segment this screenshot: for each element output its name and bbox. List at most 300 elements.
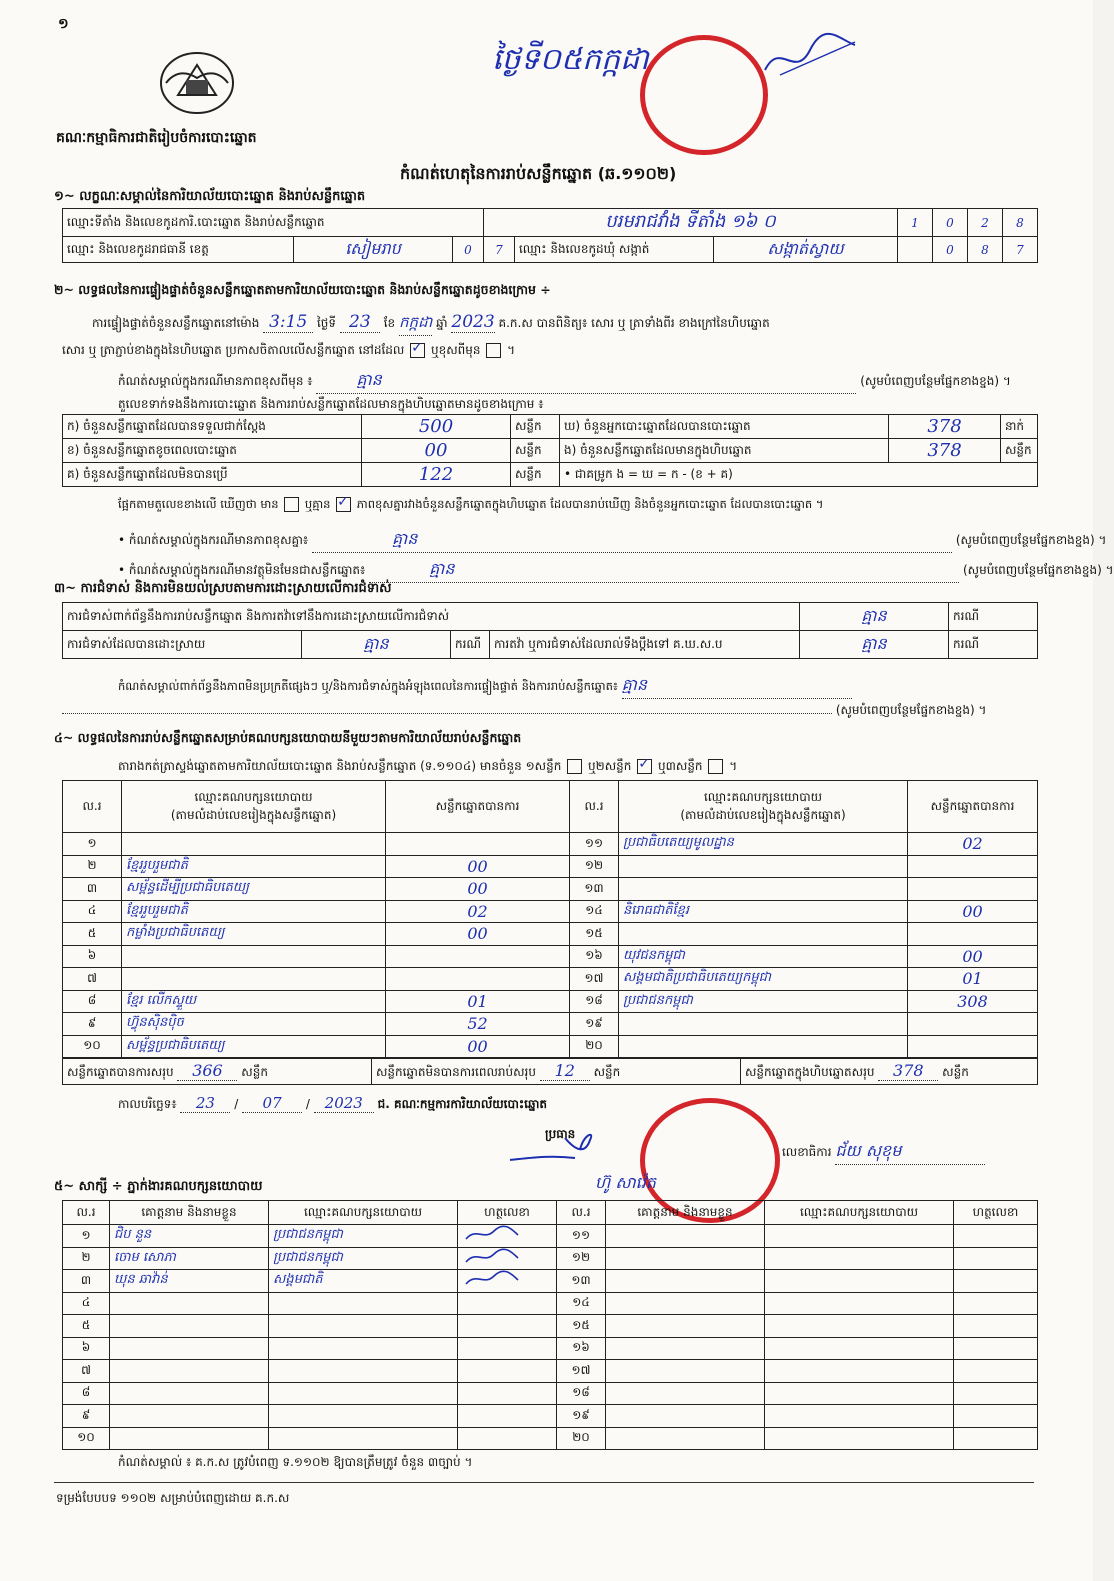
totals-table: [62, 1058, 1038, 1085]
witness-name: [110, 1292, 269, 1315]
col-votes: សន្លឹកឆ្នោតបានការ: [908, 781, 1038, 833]
witness-table: [62, 1200, 1038, 1450]
one-sheet-checkbox[interactable]: [567, 759, 582, 774]
witness-no: ១៤: [557, 1292, 606, 1315]
three-sheets-label: ឬ៣សន្លឹក: [658, 759, 703, 773]
difference-check-line: [118, 497, 823, 514]
result-party-name: ប្រជាធិបតេយ្យមូលដ្ឋាន: [619, 833, 908, 856]
result-row: [63, 833, 1038, 856]
commune-code-digit: 8: [968, 237, 1003, 263]
col-party: ឈ្មោះគណបក្សនយោបាយ: [765, 1201, 954, 1225]
result-party-name: [122, 968, 386, 991]
verification-day-label: ថ្ងៃទី: [317, 316, 337, 330]
result-row: [63, 855, 1038, 878]
result-no: ២: [63, 855, 122, 878]
col-no: ល.រ: [63, 1201, 110, 1225]
unit-label: សន្លឹក: [511, 463, 560, 487]
case-label: ករណី: [949, 603, 1038, 631]
witness-party: [765, 1337, 954, 1360]
foreign-object-note-label: • កំណត់សម្គាល់ក្នុងករណីមានវត្ថុមិនមែនជាសន្លឹកឆ្នោត៖: [118, 563, 366, 577]
result-no: ៦: [63, 945, 122, 968]
witness-party: [765, 1292, 954, 1315]
result-no: ១៥: [570, 923, 619, 946]
witness-signature-mark: [462, 1270, 522, 1288]
result-party-name: ហ៊្វុនស៊ិនប៉ិច: [122, 1013, 386, 1036]
verification-text: ការផ្ទៀងផ្ទាត់ចំនួនសន្លឹកឆ្នោតនៅម៉ោង: [92, 316, 260, 330]
witness-party: សង្គមជាតិ: [269, 1270, 458, 1293]
witness-signature: [954, 1247, 1038, 1270]
result-row: [63, 900, 1038, 923]
col-no: ល.រ: [557, 1201, 606, 1225]
location-code-digit: 2: [968, 209, 1003, 237]
witness-name: [110, 1360, 269, 1383]
location-code-digit: 8: [1003, 209, 1038, 237]
province-code-digit: 7: [484, 237, 515, 263]
total-valid-value: 366: [177, 1061, 237, 1081]
witness-row: [63, 1382, 1038, 1405]
footer-note: កំណត់សម្គាល់ ៖ គ.ក.ស ត្រូវបំពេញ ទ.១១០២ ឱ្យបានត្រឹមត្រូវ ចំនួន ៣ច្បាប់ ។: [118, 1455, 473, 1469]
result-votes: 00: [908, 900, 1038, 923]
total-valid-cell: [63, 1059, 372, 1085]
total-box-label: សន្លឹកឆ្នោតក្នុងហិបឆ្នោតសរុប: [745, 1065, 875, 1079]
result-no: ១២: [570, 855, 619, 878]
result-no: ៤: [63, 900, 122, 923]
witness-signature: [458, 1315, 557, 1338]
result-party-name: សម្ព័ន្ធដើម្បីប្រជាធិបតេយ្យ: [122, 878, 386, 901]
verification-line: [92, 312, 770, 336]
formula: • ជាគម្រូក ង = ឃ = ក - (ខ + គ): [560, 463, 1038, 487]
resolved-value: គ្មាន: [302, 631, 451, 659]
witness-signature-mark: [462, 1248, 522, 1266]
witness-row: [63, 1405, 1038, 1428]
result-row: [63, 968, 1038, 991]
commune-code-digit: [898, 237, 933, 263]
three-sheets-checkbox[interactable]: [708, 759, 723, 774]
result-votes: 01: [386, 990, 570, 1013]
witness-no: ៩: [63, 1405, 110, 1428]
witness-no: ៨: [63, 1382, 110, 1405]
unit-label: សន្លឹក: [942, 1065, 969, 1079]
witness-no: ១៧: [557, 1360, 606, 1383]
result-no: ១៨: [570, 990, 619, 1013]
result-no: ១: [63, 833, 122, 856]
result-party-name: សម្ព័ន្ធប្រជាធិបតេយ្យ: [122, 1035, 386, 1058]
witness-name: [606, 1360, 765, 1383]
col-party: [619, 781, 908, 833]
discrepancy-note-label: • កំណត់សម្គាល់ក្នុងករណីមានភាពខុសគ្នា៖: [118, 533, 309, 547]
result-no: ២០: [570, 1035, 619, 1058]
result-votes: 01: [908, 968, 1038, 991]
witness-signature: [954, 1427, 1038, 1450]
discrepancy-note-value: គ្មាន: [312, 528, 952, 553]
col-name: គោត្តនាម និងនាមខ្លួន: [606, 1201, 765, 1225]
result-no: ១០: [63, 1035, 122, 1058]
result-votes: [386, 968, 570, 991]
commune-label: ឈ្មោះ និងលេខកូដឃុំ សង្កាត់: [515, 237, 714, 263]
witness-party: [765, 1270, 954, 1293]
unit-person-label: នាក់: [1001, 415, 1038, 439]
witness-name: ឃុន ឆាវ៉ាន់: [110, 1270, 269, 1293]
location-code-digit: 1: [898, 209, 933, 237]
date-label: កាលបរិច្ឆេទ៖: [118, 1097, 177, 1111]
witness-no: ៣: [63, 1270, 110, 1293]
result-votes: [908, 1013, 1038, 1036]
received-value: 500: [362, 415, 511, 439]
irregularity-note: [118, 674, 852, 699]
witness-row: [63, 1292, 1038, 1315]
col-party: [122, 781, 386, 833]
witness-row: [63, 1270, 1038, 1293]
appeal-value: គ្មាន: [800, 631, 949, 659]
result-party-name: ខ្មែររួបរួមជាតិ: [122, 900, 386, 923]
result-no: ១១: [570, 833, 619, 856]
witness-no: ៥: [63, 1315, 110, 1338]
total-invalid-cell: [372, 1059, 741, 1085]
witness-signature: [458, 1225, 557, 1248]
unit-label: សន្លឹក: [241, 1065, 268, 1079]
result-no: ៨: [63, 990, 122, 1013]
witness-signature: [458, 1337, 557, 1360]
verification-month: កក្កដា: [399, 313, 432, 336]
chair-label: ប្រធាន: [545, 1127, 576, 1141]
col-party-text: ឈ្មោះគណបក្សនយោបាយ: [194, 789, 313, 804]
page-number: ១: [58, 16, 69, 32]
result-no: ៧: [63, 968, 122, 991]
resolved-label: ការជំទាស់ដែលបានដោះស្រាយ: [63, 631, 302, 659]
result-votes: 00: [386, 878, 570, 901]
commune-code-digit: 0: [933, 237, 968, 263]
has-difference-checkbox[interactable]: [284, 497, 299, 512]
irregularity-note-value: គ្មាន: [622, 674, 852, 699]
foreign-object-note-value: គ្មាន: [369, 558, 959, 583]
witness-name: [110, 1337, 269, 1360]
witness-party: [269, 1427, 458, 1450]
case-label: ករណី: [949, 631, 1038, 659]
result-row: [63, 923, 1038, 946]
fill-hint: (សូមបំពេញបន្ថែមផ្នែកខាងខ្នង) ។: [955, 533, 1107, 547]
date-day: 23: [180, 1094, 230, 1113]
secretary-line: [782, 1140, 985, 1165]
col-party-subtext: (តាមលំដាប់លេខរៀងក្នុងសន្លឹកឆ្នោត): [680, 807, 846, 822]
col-signature: ហត្ថលេខា: [954, 1201, 1038, 1225]
witness-name: [110, 1382, 269, 1405]
result-party-name: សង្គមជាតិប្រជាធិបតេយ្យកម្ពុជា: [619, 968, 908, 991]
figures-intro: តួលេខទាក់ទងនឹងការបោះឆ្នោត និងការរាប់សន្លឹកឆ្នោតដែលមានក្នុងហិបឆ្នោតមានដូចខាងក្រោម ៖: [118, 397, 544, 411]
fill-hint: (សូមបំពេញបន្ថែមផ្នែកខាងខ្នង) ។: [835, 703, 987, 717]
result-votes: 02: [908, 833, 1038, 856]
result-votes: [386, 833, 570, 856]
result-party-name: [619, 878, 908, 901]
emblem-logo: [158, 50, 236, 116]
unit-label: សន្លឹក: [511, 439, 560, 463]
witness-name: [606, 1247, 765, 1270]
witness-party: [269, 1360, 458, 1383]
spoiled-label: ខ) ចំនួនសន្លឹកឆ្នោតខូចពេលបោះឆ្នោត: [63, 439, 362, 463]
objection-value: គ្មាន: [800, 603, 949, 631]
witness-name: [606, 1405, 765, 1428]
received-label: ក) ចំនួនសន្លឹកឆ្នោតដែលបានទទួលជាក់ស្តែង: [63, 415, 362, 439]
col-no: ល.រ: [570, 781, 619, 833]
commune-code-digit: 7: [1003, 237, 1038, 263]
result-party-name: និរោធជាតិខ្មែរ: [619, 900, 908, 923]
result-no: ១៧: [570, 968, 619, 991]
witness-party: [765, 1225, 954, 1248]
result-no: ១៤: [570, 900, 619, 923]
objection-label: ការជំទាស់ពាក់ព័ន្ធនឹងការរាប់សន្លឹកឆ្នោត និងការតវ៉ាទៅនឹងការដោះស្រាយលើការជំទាស់: [63, 603, 800, 631]
result-party-name: កម្លាំងប្រជាធិបតេយ្យ: [122, 923, 386, 946]
witness-name: ជិប នួន: [110, 1225, 269, 1248]
witness-no: ៦: [63, 1337, 110, 1360]
case-label: ករណី: [451, 631, 490, 659]
unit-label: សន្លឹក: [1001, 439, 1038, 463]
witness-party: [269, 1405, 458, 1428]
appeal-label: ការតវ៉ា ឬការជំទាស់ដែលរាល់ទឹងប្ដឹងទៅ គ.ឃ.ស.ប: [490, 631, 800, 659]
witness-signature-mark: [462, 1225, 522, 1243]
footer-divider: [54, 1482, 1034, 1483]
result-row: [63, 1035, 1038, 1058]
witness-no: ១៥: [557, 1315, 606, 1338]
result-votes: [386, 945, 570, 968]
difference-note: [118, 369, 1011, 394]
witness-signature: [954, 1382, 1038, 1405]
witness-name: [110, 1405, 269, 1428]
result-votes: 00: [908, 945, 1038, 968]
witness-signature: [458, 1292, 557, 1315]
ballot-figures-table: [62, 414, 1038, 487]
result-party-name: ខ្មែររួបរួមជាតិ: [122, 855, 386, 878]
result-row: [63, 1013, 1038, 1036]
no-difference-checkbox[interactable]: [336, 497, 351, 512]
witness-name: [606, 1292, 765, 1315]
total-invalid-value: 12: [540, 1061, 590, 1081]
irregularity-note-label: កំណត់សម្គាល់ពាក់ព័ន្ធនឹងភាពមិនប្រក្រតីផ្សេងៗ ឬ/និងការជំទាស់ក្នុងអំឡុងពេលនៃការផ្ទៀងផ្ទាត់ និងការរាប់សន្លឹកឆ្នោត៖: [118, 679, 618, 693]
irregularity-note-line2: [62, 702, 986, 720]
result-party-name: ប្រជាជនកម្ពុជា: [619, 990, 908, 1013]
result-no: ៥: [63, 923, 122, 946]
witness-no: ១២: [557, 1247, 606, 1270]
witness-body: [63, 1225, 1038, 1450]
sheet-count-text: តារាងកត់ត្រាស្ទង់ឆ្នោតតាមការិយាល័យបោះឆ្នោត និងរាប់សន្លឹកឆ្នោត (ទ.១១០៤) មានចំនួន ១សន្លឹក: [118, 759, 562, 773]
witness-signature: [458, 1382, 557, 1405]
col-party: ឈ្មោះគណបក្សនយោបាយ: [269, 1201, 458, 1225]
blank-line: [62, 713, 832, 714]
results-body: [63, 833, 1038, 1058]
witness-party: [269, 1382, 458, 1405]
witness-row: [63, 1247, 1038, 1270]
witness-no: ១១: [557, 1225, 606, 1248]
witness-party: [765, 1382, 954, 1405]
compare-text-end: ភាពខុសគ្នារវាងចំនួនសន្លឹកឆ្នោតក្នុងហិបឆ្នោត ដែលបានរាប់ឃើញ និងចំនួនអ្នកបោះឆ្នោត ដែលបានបោះឆ្នោត ។: [356, 497, 824, 511]
witness-party: [765, 1360, 954, 1383]
date-year: 2023: [314, 1094, 374, 1113]
official-stamp-top: [640, 35, 768, 155]
witness-name: [606, 1337, 765, 1360]
chair-name: ហ៊ូ សាវ៉េត: [595, 1173, 656, 1192]
commune-value: សង្កាត់ស្វាយ: [714, 237, 898, 263]
difference-note-label: កំណត់សម្គាល់ក្នុងករណីមានភាពខុសពីមុន ៖: [118, 374, 313, 388]
result-party-name: ខ្មែរ លេីកស្ទួយ: [122, 990, 386, 1013]
fill-hint: (សូមបំពេញបន្ថែមផ្នែកខាងខ្នង) ។: [962, 563, 1114, 577]
witness-party: ប្រជាជនកម្ពុជា: [269, 1247, 458, 1270]
unused-label: គ) ចំនួនសន្លឹកឆ្នោតដែលមិនបានប្រើ: [63, 463, 362, 487]
witness-party: [269, 1337, 458, 1360]
verification-text-end: គ.ក.ស បានពិនិត្យ៖ សោរ ឬ ត្រាទាំងពីរ ខាងក្រៅនៃហិបឆ្នោត: [498, 316, 770, 330]
witness-row: [63, 1427, 1038, 1450]
witness-party: [269, 1315, 458, 1338]
compare-text: ផ្អែកតាមតួលេខខាងលើ ឃើញថា មាន: [118, 497, 279, 511]
col-name: គោត្តនាម និងនាមខ្លួន: [110, 1201, 269, 1225]
result-votes: [908, 855, 1038, 878]
witness-no: ១៩: [557, 1405, 606, 1428]
in-box-value: 378: [889, 439, 1001, 463]
discrepancy-note: [118, 528, 1106, 553]
witness-row: [63, 1315, 1038, 1338]
result-party-name: [122, 945, 386, 968]
col-votes: សន្លឹកឆ្នោតបានការ: [386, 781, 570, 833]
witness-party: ប្រជាជនកម្ពុជា: [269, 1225, 458, 1248]
witness-signature: [954, 1337, 1038, 1360]
unused-value: 122: [362, 463, 511, 487]
result-party-name: [619, 1013, 908, 1036]
difference-note-value: គ្មាន: [316, 369, 856, 394]
section-2-heading: ២~ លទ្ធផលនៃការផ្ទៀងផ្ទាត់ចំនួនសន្លឹកឆ្នោតតាមការិយាល័យបោះឆ្នោត និងរាប់សន្លឹកឆ្នោតដូចខាងក្រោម ÷: [54, 282, 551, 297]
location-value: បរមរាជវាំង ទីតាំង ១៦ ០: [484, 209, 898, 237]
result-votes: 02: [386, 900, 570, 923]
location-code-digit: 0: [933, 209, 968, 237]
witness-no: ១៨: [557, 1382, 606, 1405]
same-checkbox[interactable]: [410, 343, 425, 358]
signature-top: [760, 30, 860, 90]
witness-row: [63, 1360, 1038, 1383]
section-1-table: [62, 208, 1038, 263]
witness-signature: [458, 1247, 557, 1270]
result-party-name: [619, 923, 908, 946]
location-label: ឈ្មោះទីតាំង និងលេខកូដការិ.បោះឆ្នោត និងរាប់សន្លឹកឆ្នោត: [63, 209, 484, 237]
witness-signature: [954, 1360, 1038, 1383]
organization-name: គណៈកម្មាធិការជាតិរៀបចំការបោះឆ្នោត: [56, 130, 257, 146]
result-votes: 00: [386, 923, 570, 946]
col-no: ល.រ: [63, 781, 122, 833]
witness-party: [269, 1292, 458, 1315]
result-row: [63, 878, 1038, 901]
witness-signature: [458, 1270, 557, 1293]
witness-signature: [458, 1405, 557, 1428]
verification-year: 2023: [451, 312, 495, 332]
fill-hint: (សូមបំពេញបន្ថែមផ្នែកខាងខ្នង) ។: [860, 374, 1011, 388]
result-votes: [908, 923, 1038, 946]
witness-party: [765, 1315, 954, 1338]
unit-label: សន្លឹក: [511, 415, 560, 439]
witness-signature: [458, 1427, 557, 1450]
seal-line: សោរ ឬ ត្រាភ្ជាប់ខាងក្នុងនៃហិបឆ្នោត ប្រកាសចិតាលលើសន្លឹកឆ្នោត នៅដដែល ✓ ឬខុសពីមុន ។: [62, 342, 515, 360]
form-footer: ទម្រង់បែបបទ ១១០២ សម្រាប់បំពេញដោយ គ.ក.ស: [56, 1491, 290, 1505]
result-no: ១៦: [570, 945, 619, 968]
section-4-heading: ៤~ លទ្ធផលនៃការរាប់សន្លឹកឆ្នោតសម្រាប់គណបក្សនយោបាយនីមួយៗតាមការិយាល័យរាប់សន្លឹកឆ្នោត: [54, 730, 522, 745]
province-value: សៀមរាប: [294, 237, 453, 263]
witness-no: ១៦: [557, 1337, 606, 1360]
witness-signature: [954, 1225, 1038, 1248]
verification-month-label: ខែ: [383, 316, 396, 330]
section-3-heading: ៣~ ការជំទាស់ និងការមិនយល់ស្របតាមការដោះស្រាយលើការជំទាស់: [54, 581, 392, 596]
unit-label: សន្លឹក: [593, 1065, 621, 1079]
two-sheets-checkbox[interactable]: [637, 759, 652, 774]
witness-party: [765, 1247, 954, 1270]
witness-no: ១០: [63, 1427, 110, 1450]
witness-no: ១: [63, 1225, 110, 1248]
no-difference-label: ឬគ្មាន: [304, 497, 331, 511]
witness-signature: [458, 1360, 557, 1383]
col-party-text: ឈ្មោះគណបក្សនយោបាយ: [703, 789, 823, 804]
witness-name: [110, 1427, 269, 1450]
committee-label: ជ. គណៈកម្មការការិយាល័យបោះឆ្នោត: [377, 1097, 548, 1111]
result-no: ១៩: [570, 1013, 619, 1036]
result-votes: 00: [386, 1035, 570, 1058]
province-label: ឈ្មោះ និងលេខកូដរាជធានី ខេត្ត: [63, 237, 294, 263]
witness-no: ២: [63, 1247, 110, 1270]
witness-name: [606, 1270, 765, 1293]
witness-no: ៤: [63, 1292, 110, 1315]
voters-label: ឃ) ចំនួនអ្នកបោះឆ្នោតដែលបានបោះឆ្នោត: [560, 415, 889, 439]
witness-party: [765, 1405, 954, 1428]
two-sheets-label: ឬ២សន្លឹក: [588, 759, 632, 773]
secretary-name: ជ័យ សុខុម: [835, 1140, 985, 1165]
date-month: 07: [242, 1094, 302, 1113]
witness-name: [606, 1315, 765, 1338]
result-party-name: [619, 1035, 908, 1058]
different-label: ឬខុសពីមុន: [430, 343, 481, 357]
verification-time: 3:15: [263, 312, 313, 333]
col-signature: ហត្ថលេខា: [458, 1201, 557, 1225]
date-line: កាលបរិច្ឆេទ៖ 23 / 07 / 2023 ជ. គណៈកម្មការការិយាល័យបោះឆ្នោត: [118, 1094, 548, 1112]
province-code-digit: 0: [453, 237, 484, 263]
witness-no: ៧: [63, 1360, 110, 1383]
handwritten-header: ថ្ងៃទី០៥កក្កដា: [492, 42, 649, 77]
total-box-value: 378: [878, 1061, 938, 1081]
result-no: ៣: [63, 878, 122, 901]
witness-no: ១៣: [557, 1270, 606, 1293]
witness-party: [765, 1427, 954, 1450]
seal-text: សោរ ឬ ត្រាភ្ជាប់ខាងក្នុងនៃហិបឆ្នោត ប្រកាសចិតាលលើសន្លឹកឆ្នោត នៅដដែល: [62, 343, 405, 357]
different-checkbox[interactable]: [486, 343, 501, 358]
witness-name: [606, 1427, 765, 1450]
result-party-name: [122, 833, 386, 856]
result-party-name: យុវជនកម្ពុជា: [619, 945, 908, 968]
witness-name: [606, 1225, 765, 1248]
spoiled-value: 00: [362, 439, 511, 463]
witness-signature: [954, 1270, 1038, 1293]
witness-name: ចោម សោភា: [110, 1247, 269, 1270]
witness-no: ២០: [557, 1427, 606, 1450]
in-box-label: ង) ចំនួនសន្លឹកឆ្នោតដែលមានក្នុងហិបឆ្នោត: [560, 439, 889, 463]
total-invalid-label: សន្លឹកឆ្នោតមិនបានការពេលរាប់សរុប: [376, 1065, 536, 1079]
form-title: កំណត់ហេតុនៃការរាប់សន្លឹកឆ្នោត (ឆ.១១០២): [400, 164, 677, 183]
secretary-label: លេខាធិការ: [782, 1145, 832, 1159]
verification-year-label: ឆ្នាំ: [436, 316, 448, 330]
result-party-name: [619, 855, 908, 878]
result-votes: [908, 878, 1038, 901]
col-party-subtext: (តាមលំដាប់លេខរៀងក្នុងសន្លឹកឆ្នោត): [170, 807, 337, 822]
result-no: ៩: [63, 1013, 122, 1036]
result-no: ១៣: [570, 878, 619, 901]
total-box-cell: [741, 1059, 1038, 1085]
witness-name: [110, 1315, 269, 1338]
witness-row: [63, 1337, 1038, 1360]
section-1-heading: ១~ លក្ខណៈសម្គាល់នៃការិយាល័យបោះឆ្នោត និងរាប់សន្លឹកឆ្នោត: [54, 189, 366, 204]
witness-row: [63, 1225, 1038, 1248]
chair-signature: [505, 1130, 605, 1170]
witness-signature: [954, 1315, 1038, 1338]
witness-name: [606, 1382, 765, 1405]
